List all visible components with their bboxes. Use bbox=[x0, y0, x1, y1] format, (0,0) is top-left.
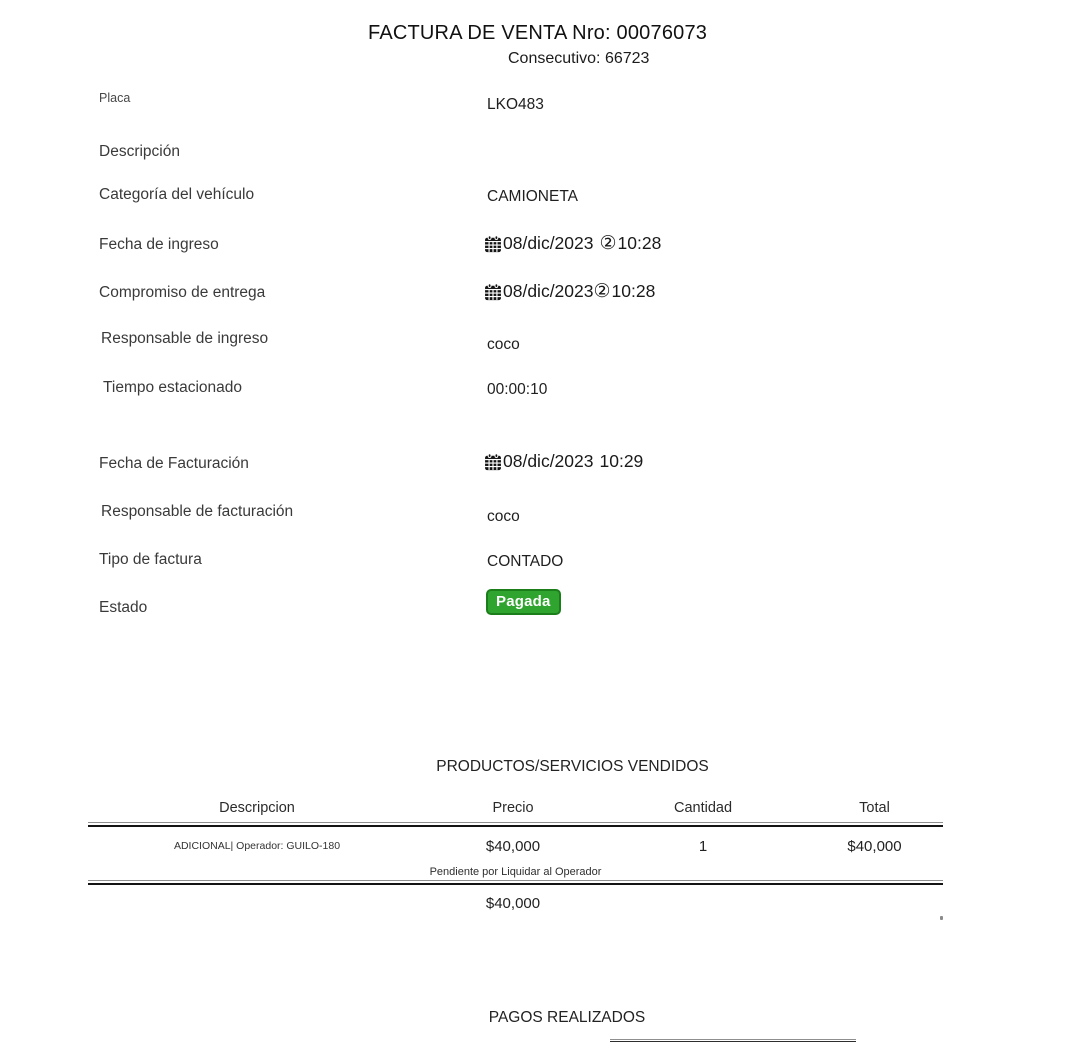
field-label-placa: Placa bbox=[99, 91, 131, 105]
field-value-fecha-ingreso bbox=[484, 233, 661, 254]
field-label-compromiso: Compromiso de entrega bbox=[99, 284, 266, 301]
table-total-precio: $40,000 bbox=[485, 895, 541, 912]
table-header-rule bbox=[88, 822, 943, 827]
time-text: 10:29 bbox=[599, 451, 644, 471]
field-label-responsable-ingreso: Responsable de ingreso bbox=[101, 330, 269, 347]
field-label-tipo-factura: Tipo de factura bbox=[99, 551, 202, 568]
time-text: 10:28 bbox=[611, 281, 656, 301]
date-text: 08/dic/2023 bbox=[503, 281, 594, 301]
consecutivo-subtitle: Consecutivo: 66723 bbox=[508, 50, 650, 67]
column-header-precio: Precio bbox=[492, 800, 534, 816]
field-value-responsable-facturacion: coco bbox=[487, 508, 520, 525]
stray-mark bbox=[940, 916, 943, 920]
calendar-icon bbox=[484, 453, 502, 471]
field-value-compromiso bbox=[484, 281, 655, 302]
status-badge: Pagada bbox=[486, 589, 561, 615]
field-value-tipo-factura: CONTADO bbox=[487, 553, 564, 570]
clock-icon: ② bbox=[599, 233, 617, 254]
date-text: 08/dic/2023 bbox=[503, 233, 594, 253]
table-footer-rule bbox=[88, 880, 943, 885]
field-value-categoria: CAMIONETA bbox=[487, 188, 578, 205]
date-text: 08/dic/2023 bbox=[503, 451, 594, 471]
field-label-descripcion: Descripción bbox=[99, 143, 180, 160]
column-header-cantidad: Cantidad bbox=[673, 800, 733, 816]
cell-cantidad: 1 bbox=[698, 838, 708, 855]
field-label-fecha-facturacion: Fecha de Facturación bbox=[99, 455, 249, 472]
field-label-tiempo: Tiempo estacionado bbox=[103, 379, 243, 396]
cell-note: Pendiente por Liquidar al Operador bbox=[429, 866, 602, 878]
field-value-tiempo: 00:00:10 bbox=[487, 381, 548, 398]
payments-section-title: PAGOS REALIZADOS bbox=[488, 1009, 646, 1026]
products-section-title: PRODUCTOS/SERVICIOS VENDIDOS bbox=[436, 758, 709, 775]
payments-rule bbox=[610, 1039, 856, 1042]
field-label-estado: Estado bbox=[99, 599, 148, 616]
column-header-total: Total bbox=[859, 800, 890, 816]
calendar-icon bbox=[484, 283, 502, 301]
cell-descripcion: ADICIONAL| Operador: GUILO-180 bbox=[173, 840, 341, 852]
field-label-categoria: Categoría del vehículo bbox=[99, 186, 255, 203]
cell-precio: $40,000 bbox=[485, 838, 541, 855]
clock-icon: ② bbox=[593, 281, 611, 302]
field-label-responsable-facturacion: Responsable de facturación bbox=[101, 503, 294, 520]
time-text: 10:28 bbox=[617, 233, 662, 253]
field-label-fecha-ingreso: Fecha de ingreso bbox=[99, 236, 219, 253]
field-value-responsable-ingreso: coco bbox=[487, 336, 520, 353]
page-title: FACTURA DE VENTA Nro: 00076073 bbox=[368, 22, 708, 44]
calendar-icon bbox=[484, 235, 502, 253]
field-value-fecha-facturacion bbox=[484, 451, 643, 472]
cell-total: $40,000 bbox=[847, 838, 902, 855]
field-value-placa: LKO483 bbox=[487, 96, 544, 113]
column-header-descripcion: Descripcion bbox=[219, 800, 295, 816]
